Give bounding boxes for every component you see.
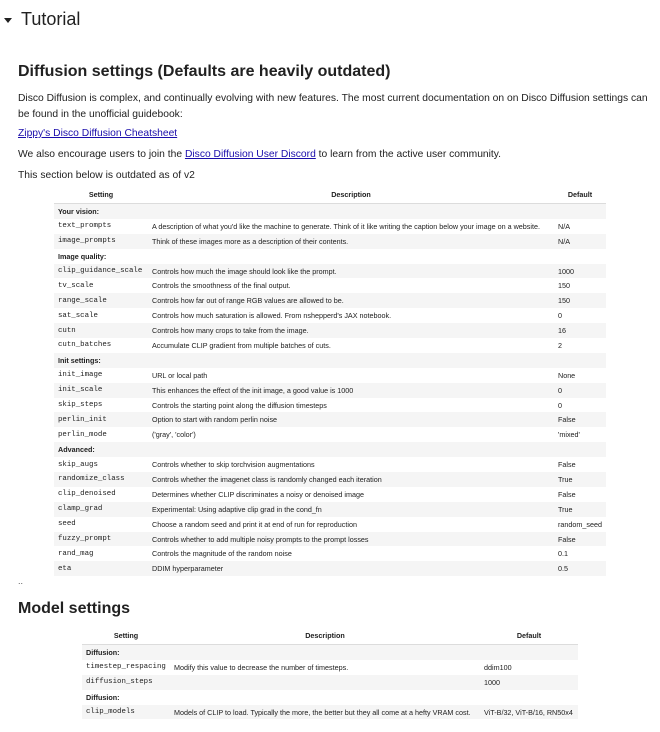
default-cell: 0 (554, 383, 606, 398)
intro-paragraph: Disco Diffusion is complex, and continually evolving with new features. The most current documentation on on Disco Diffusion settings can be found in the unofficial guidebook: (18, 93, 648, 120)
group-label: Diffusion: (82, 645, 578, 660)
default-cell: None (558, 370, 576, 380)
group-row (82, 690, 578, 705)
default-cell: False (558, 489, 576, 499)
description-cell: Controls the magnitude of the random noise (152, 549, 292, 559)
setting-cell: cutn_batches (58, 341, 112, 350)
description-cell: Controls how much the image should look like the prompt. (148, 264, 554, 279)
default-cell: False (554, 532, 606, 547)
description-cell: Controls whether to add multiple noisy prompts to the prompt losses (148, 532, 554, 547)
setting-cell: skip_steps (58, 401, 103, 410)
setting-cell: clip_guidance_scale (54, 264, 148, 279)
description-cell: ('gray', 'color') (152, 430, 196, 440)
model-settings-table (82, 626, 578, 719)
setting-cell: skip_augs (58, 460, 98, 469)
model-settings-body (82, 645, 578, 720)
setting-cell: timestep_respacing (86, 663, 166, 672)
description-cell: A description of what you'd like the machine to generate. Think of it like writing the caption below your image on a website. (152, 221, 540, 231)
setting-cell: clamp_grad (54, 502, 148, 517)
table-header-row (82, 626, 578, 645)
setting-cell: text_prompts (58, 222, 112, 231)
header-description: Description (170, 626, 480, 645)
group-label: Image quality: (58, 251, 107, 261)
setting-cell: perlin_init (54, 412, 148, 427)
setting-cell: clip_denoised (58, 490, 116, 499)
setting-cell: sat_scale (58, 311, 98, 320)
table-row (54, 383, 606, 398)
table-row (54, 338, 606, 353)
group-label: Init settings: (54, 353, 606, 368)
description-cell: This enhances the effect of the init image, a good value is 1000 (148, 383, 554, 398)
table-row (54, 412, 606, 427)
table-header-row (54, 185, 606, 204)
default-cell: True (554, 472, 606, 487)
table-row (54, 278, 606, 293)
default-cell: True (554, 502, 606, 517)
description-cell: Controls the smoothness of the final output. (152, 281, 291, 291)
table-row (54, 561, 606, 576)
model-settings-heading: Model settings (18, 600, 131, 617)
setting-cell: seed (58, 520, 76, 529)
default-cell: N/A (558, 221, 570, 231)
group-row (54, 204, 606, 219)
description-cell: Models of CLIP to load. Typically the more, the better but they all come at a hefty VRAM cost. (170, 705, 480, 720)
group-label: Diffusion: (86, 692, 120, 702)
description-cell: DDIM hyperparameter (148, 561, 554, 576)
discord-text-before: We also encourage users to join the (18, 149, 185, 160)
default-cell: N/A (554, 234, 606, 249)
setting-cell: rand_mag (58, 549, 94, 558)
description-cell: Controls whether to skip torchvision augmentations (152, 460, 315, 470)
default-cell: 150 (554, 293, 606, 308)
setting-cell: init_image (58, 371, 103, 380)
table-row (54, 264, 606, 279)
table-row (54, 323, 606, 338)
description-cell: Controls whether the imagenet class is randomly changed each iteration (148, 472, 554, 487)
default-cell: ViT-B/32, ViT-B/16, RN50x4 (480, 705, 578, 720)
default-cell: 1000 (480, 675, 578, 690)
table-row (54, 234, 606, 249)
description-cell: Experimental: Using adaptive clip grad in the cond_fn (148, 502, 554, 517)
setting-cell: perlin_mode (58, 430, 107, 439)
setting-cell: eta (54, 561, 148, 576)
section-title: Tutorial (21, 9, 81, 29)
header-description: Description (148, 185, 554, 204)
header-setting: Setting (82, 626, 170, 645)
description-cell (170, 675, 480, 690)
default-cell: 2 (558, 340, 562, 350)
cheatsheet-line (18, 126, 650, 142)
table-row (54, 368, 606, 383)
diffusion-settings-body (54, 204, 606, 577)
ellipsis-text: .. (18, 576, 24, 586)
description-cell: Option to start with random perlin noise (148, 412, 554, 427)
default-cell: False (558, 460, 576, 470)
description-cell: Modify this value to decrease the number of timesteps. (174, 662, 349, 672)
description-cell: Controls how many crops to take from the image. (148, 323, 554, 338)
default-cell: 0 (558, 311, 562, 321)
outdated-note: This section below is outdated as of v2 (18, 170, 195, 181)
table-row (82, 660, 578, 675)
setting-cell: clip_models (82, 705, 170, 720)
description-cell: Accumulate CLIP gradient from multiple batches of cuts. (152, 340, 331, 350)
setting-cell: cutn (54, 323, 148, 338)
setting-cell: range_scale (54, 293, 148, 308)
discord-paragraph (18, 147, 650, 163)
group-row (54, 442, 606, 457)
table-row (54, 502, 606, 517)
table-row (54, 457, 606, 472)
table-row (54, 517, 606, 532)
header-default: Default (480, 626, 578, 645)
setting-cell: fuzzy_prompt (54, 532, 148, 547)
group-row (54, 353, 606, 368)
description-cell: URL or local path (152, 370, 208, 380)
table-row (54, 546, 606, 561)
default-cell: ddim100 (484, 662, 512, 672)
group-label: Your vision: (54, 204, 606, 219)
tutorial-section-header[interactable] (4, 9, 80, 30)
description-cell: Controls how much saturation is allowed. From nshepperd's JAX notebook. (152, 311, 392, 321)
setting-cell: tv_scale (58, 281, 94, 290)
table-row (54, 487, 606, 502)
default-cell: 0 (558, 400, 562, 410)
default-cell: 0.5 (554, 561, 606, 576)
setting-cell: diffusion_steps (82, 675, 170, 690)
table-row (54, 308, 606, 323)
diffusion-settings-table (54, 185, 606, 576)
table-row (54, 293, 606, 308)
table-row (54, 472, 606, 487)
table-row (54, 398, 606, 413)
default-cell: random_seed (558, 519, 602, 529)
group-row (82, 645, 578, 660)
table-row (82, 675, 578, 690)
discord-link[interactable]: Disco Diffusion User Discord (184, 149, 316, 160)
cheatsheet-link[interactable]: Zippy's Disco Diffusion Cheatsheet (18, 128, 178, 139)
description-cell: Determines whether CLIP discriminates a noisy or denoised image (152, 489, 364, 499)
default-cell: 0.1 (558, 549, 568, 559)
description-cell: Think of these images more as a description of their contents. (148, 234, 554, 249)
default-cell: False (554, 412, 606, 427)
description-cell: Controls how far out of range RGB values are allowed to be. (148, 293, 554, 308)
default-cell: 1000 (554, 264, 606, 279)
group-label: Advanced: (54, 442, 606, 457)
table-row (82, 705, 578, 720)
diffusion-settings-heading: Diffusion settings (Defaults are heavily outdated) (18, 63, 391, 80)
table-row (54, 427, 606, 442)
description-cell: Controls the starting point along the diffusion timesteps (152, 400, 327, 410)
default-cell: 'mixed' (558, 430, 580, 440)
setting-cell: image_prompts (54, 234, 148, 249)
table-row (54, 219, 606, 234)
table-row (54, 532, 606, 547)
setting-cell: randomize_class (54, 472, 148, 487)
header-setting: Setting (54, 185, 148, 204)
header-default: Default (554, 185, 606, 204)
setting-cell: init_scale (54, 383, 148, 398)
default-cell: 16 (554, 323, 606, 338)
discord-text-after: to learn from the active user community. (315, 149, 502, 160)
group-row (54, 249, 606, 264)
description-cell: Choose a random seed and print it at end of run for reproduction (152, 519, 357, 529)
caret-down-icon[interactable] (4, 18, 12, 23)
default-cell: 150 (558, 281, 570, 291)
